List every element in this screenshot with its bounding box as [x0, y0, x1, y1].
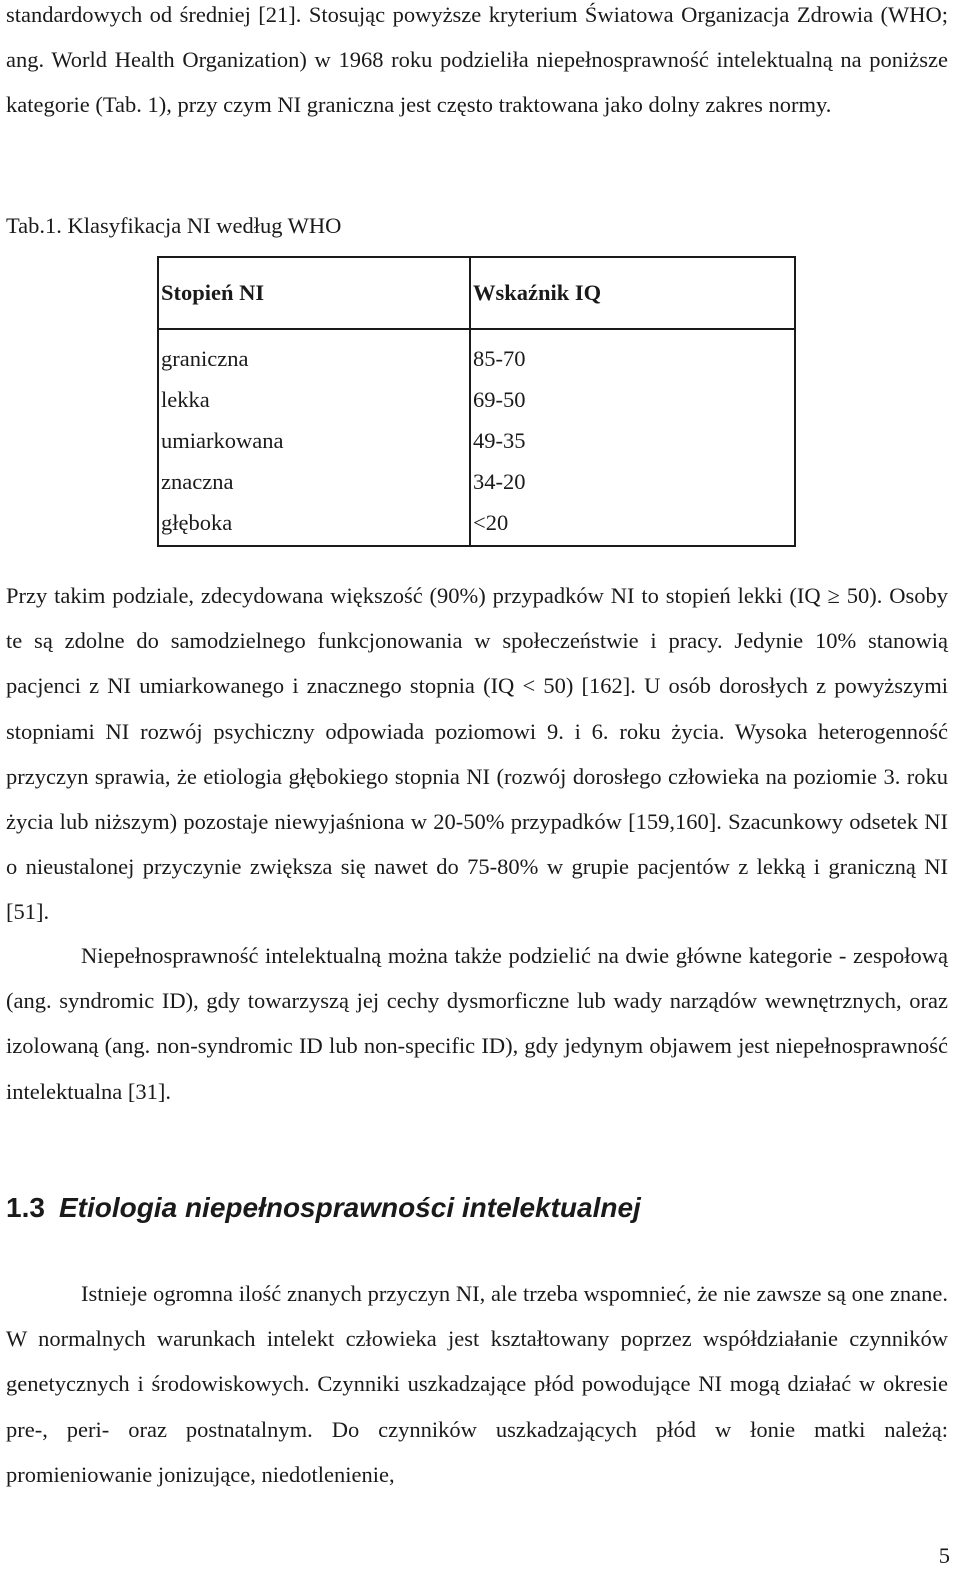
cell-iq: <20	[470, 502, 795, 546]
section-paragraph-1: Istnieje ogromna ilość znanych przyczyn NI, ale trzeba wspomnieć, że nie zawsze są one znane. W normalnych warunkach intelekt człowieka jest kształtowany poprzez współdziałanie czynników genetycznych i środowiskowych. Czynniki uszkadzające płód powodujące NI mogą działać w okresie pre-, peri- oraz postnatalnym. Do czynników uszkadzających płód w łonie matki należą: promieniowanie jonizujące, niedotlenienie,	[6, 1281, 948, 1487]
cell-degree: głęboka	[158, 502, 470, 546]
table-row	[158, 461, 795, 502]
cell-iq: 34-20	[470, 461, 795, 502]
header-iq: Wskaźnik IQ	[470, 257, 795, 329]
who-classification-table	[157, 256, 796, 547]
table-row	[158, 502, 795, 546]
header-degree: Stopień NI	[158, 257, 470, 329]
cell-iq: 85-70	[470, 329, 795, 379]
page-number: 5	[938, 1543, 950, 1568]
table-row	[158, 420, 795, 461]
cell-degree: znaczna	[158, 461, 470, 502]
cell-degree: graniczna	[158, 329, 470, 379]
cell-iq: 69-50	[470, 379, 795, 420]
body-paragraph-2: Niepełnosprawność intelektualną można także podzielić na dwie główne kategorie - zespołową (ang. syndromic ID), gdy towarzyszą jej cechy dysmorficzne lub wady narządów wewnętrznych, oraz izolowaną (ang. non-syndromic ID lub non-specific ID), gdy jedynym objawem jest niepełnosprawność intelektualna [31].	[6, 943, 948, 1104]
body-paragraph-1: Przy takim podziale, zdecydowana większość (90%) przypadków NI to stopień lekki (IQ ≥ 50). Osoby te są zdolne do samodzielnego funkcjonowania w społeczeństwie i pracy. Jedynie 10% stanowią pacjenci z NI umiarkowanego i znacznego stopnia (IQ < 50) [162]. U osób dorosłych z powyższymi stopniami NI rozwój psychiczny odpowiada poziomowi 9. i 6. roku życia. Wysoka heterogenność przyczyn sprawia, że etiologia głębokiego stopnia NI (rozwój dorosłego człowieka na poziomie 3. roku życia lub niższym) pozostaje niewyjaśniona w 20-50% przypadków [159,160]. Szacunkowy odsetek NI o nieustalonej przyczynie zwiększa się nawet do 75-80% w grupie pacjentów z lekką i graniczną NI [51].	[6, 583, 948, 925]
section-title: Etiologia niepełnosprawności intelektualnej	[58, 1192, 641, 1223]
section-heading	[6, 1186, 641, 1230]
intro-paragraph: standardowych od średniej [21]. Stosując powyższe kryterium Światowa Organizacja Zdrowia (WHO; ang. World Health Organization) w 1968 roku podzieliła niepełnosprawność intelektualną na poniższe kategorie (Tab. 1), przy czym NI graniczna jest często traktowana jako dolny zakres normy.	[6, 2, 948, 118]
cell-degree: umiarkowana	[158, 420, 470, 461]
cell-iq: 49-35	[470, 420, 795, 461]
table-caption: Tab.1. Klasyfikacja NI według WHO	[6, 213, 342, 238]
cell-degree: lekka	[158, 379, 470, 420]
section-number: 1.3	[6, 1192, 45, 1223]
table-header-row	[158, 257, 795, 329]
table-row	[158, 379, 795, 420]
table-row	[158, 329, 795, 379]
